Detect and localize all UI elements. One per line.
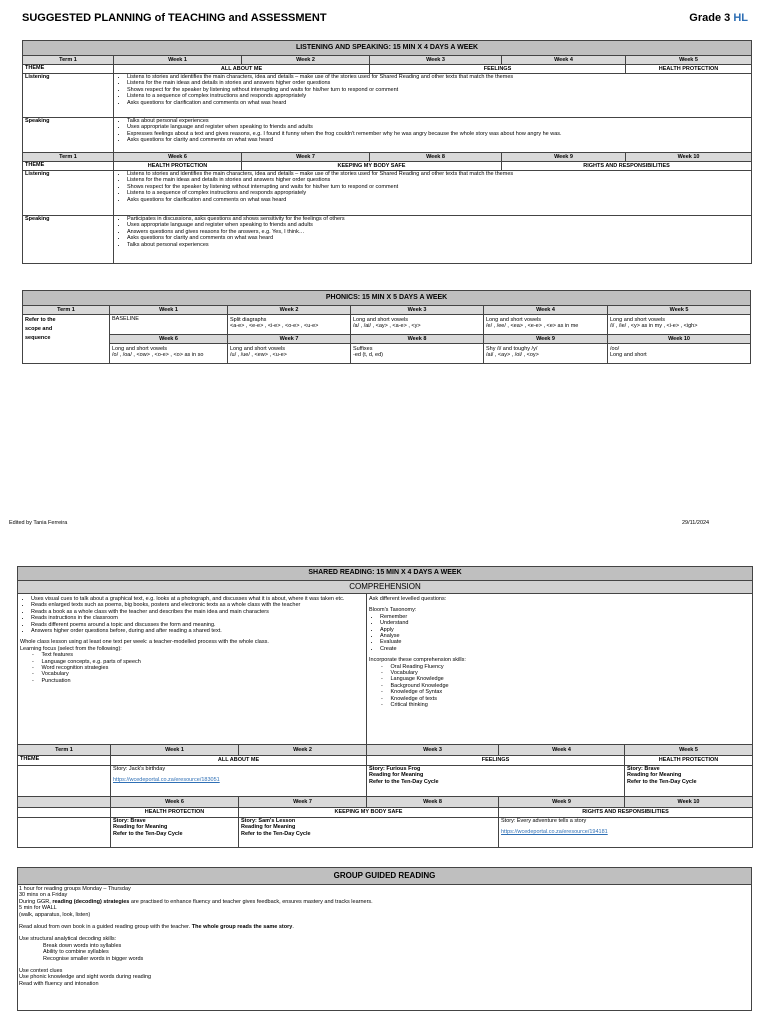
ph-cell-7: Long and short vowels /u/ , /ue/ , <ew> , <u-e> <box>228 344 351 364</box>
ph-refer-line-3: sequence <box>25 335 51 341</box>
ls-week-9: Week 9 <box>502 153 626 162</box>
ls-theme-5: KEEPING MY BODY SAFE <box>242 162 502 171</box>
list-item: - Vocabulary <box>381 670 418 677</box>
page-header <box>22 12 748 26</box>
ggr-line: Read with fluency and intonation <box>19 980 99 987</box>
ph-week-5: Week 5 <box>608 306 751 315</box>
list-item: • Listens for the main ideas and details in stories and answers higher order questions <box>127 177 749 183</box>
ggr-line: Use structural analytical decoding skills: <box>19 936 117 943</box>
ph-cell-9: Shy /i/ and toughy /y/ /ai/ , <ay> , /oi/ , <oy> <box>484 344 608 364</box>
ls-week-1: Week 1 <box>114 56 242 65</box>
sr-bloom-heading: Bloom's Taxonomy: <box>369 607 417 614</box>
list-item: • Talks about personal experiences <box>127 242 749 248</box>
sr-week-2: Week 2 <box>239 745 367 756</box>
edit-date: 29/11/2024 <box>682 520 710 526</box>
ls-theme-label-2: THEME <box>23 162 114 171</box>
ggr-line: 30 mins on a Friday <box>19 892 68 899</box>
ph-week-2: Week 2 <box>228 306 351 315</box>
ph-cell-2: Split diagraphs <a-e> , <e-e> , <i-e> , <o-e> , <u-e> <box>228 315 351 335</box>
list-item: - Word recognition strategies <box>32 665 109 672</box>
sr-title: SHARED READING: 15 MIN X 4 DAYS A WEEK <box>18 567 753 581</box>
ls-week-3: Week 3 <box>370 56 502 65</box>
sr-story-cell-6 <box>499 818 753 848</box>
ph-cell-5: Long and short vowels /i/ , /ie/ , <y> as in my , <i-e> , <igh> <box>608 315 751 335</box>
list-item: • Listens to stories and identifies the main characters, idea and details – make use of the stories used for Shared Reading and other texts that match the themes <box>127 171 749 177</box>
sr-subtitle: COMPREHENSION <box>18 581 753 594</box>
list-item: • Shows respect for the speaker by listening without interrupting and waits for his/her turn to respond or comment <box>127 87 749 93</box>
list-item: • Analyse <box>380 633 750 639</box>
sr-theme-label: THEME <box>18 756 111 766</box>
ggr-line: During GGR, reading (decoding) strategies are practised to enhance fluency and teacher gives feedback, ensures mastery and tracks learners. <box>19 898 373 905</box>
ggr-line: (walk, apparatus, look, listen) <box>19 911 91 918</box>
ggr-body <box>18 885 751 988</box>
sr-week-5: Week 5 <box>625 745 753 756</box>
sr-ask-heading: Ask different levelled questions: <box>369 596 447 602</box>
ls-listening-cell-2 <box>114 171 752 216</box>
sr-story-cell-3: Story: Brave Reading for Meaning Refer to the Ten-Day Cycle <box>625 766 753 797</box>
sr-term: Term 1 <box>18 745 111 756</box>
list-item: • Remember <box>380 614 750 620</box>
sr-week-7: Week 7 <box>239 797 367 808</box>
ph-week-4: Week 4 <box>484 306 608 315</box>
list-item: • Reads instructions in the classroom <box>31 615 364 621</box>
ls-week-7: Week 7 <box>242 153 370 162</box>
list-item: • Uses visual cues to talk about a graphical text, e.g. looks at a photograph, and discusses what it is about, where it was taken etc. <box>31 596 364 602</box>
ph-term: Term 1 <box>23 306 110 315</box>
list-item: • Listens for the main ideas and details in stories and answers higher order questions <box>127 80 749 86</box>
ph-week-3: Week 3 <box>351 306 484 315</box>
ls-week-4: Week 4 <box>502 56 626 65</box>
ls-week-2: Week 2 <box>242 56 370 65</box>
ls-theme-2: FEELINGS <box>370 65 626 74</box>
ph-week-10: Week 10 <box>608 335 751 344</box>
ph-cell-6: Long and short vowels /o/ , /oa/ , <ow> , <o-e> , <o> as in so <box>110 344 228 364</box>
list-item: Ability to combine syllables <box>43 949 109 956</box>
sr-theme-1: ALL ABOUT ME <box>111 756 367 766</box>
list-item: • Listens to a sequence of complex instructions and responds appropriately <box>127 190 749 196</box>
ph-refer-line-1: Refer to the <box>25 317 56 323</box>
ls-speaking-label: Speaking <box>23 118 114 153</box>
list-item: • Reads different poems around a topic and discusses the form and meaning. <box>31 622 364 628</box>
shared-reading-table <box>17 566 753 848</box>
ls-term-2: Term 1 <box>23 153 114 162</box>
ls-theme-label: THEME <box>23 65 114 74</box>
ls-week-5: Week 5 <box>626 56 752 65</box>
list-item: - Critical thinking <box>381 702 428 709</box>
sr-theme-6: RIGHTS AND RESPONSIBILITIES <box>499 808 753 818</box>
list-item: • Listens to stories and identifies the main characters, idea and details – make use of the stories used for Shared Reading and other texts that match the themes <box>127 74 749 80</box>
ph-week-7: Week 7 <box>228 335 351 344</box>
grade-label <box>689 12 748 24</box>
listening-speaking-table <box>22 40 752 264</box>
sr-whole-class: Whole class lesson using at least one text per week: a teacher-modelled process with the whole class. <box>20 639 269 646</box>
list-item: • Evaluate <box>380 639 750 645</box>
ls-listening-cell <box>114 74 752 118</box>
ph-cell-1-title: BASELINE <box>112 316 139 322</box>
sr-theme-5: KEEPING MY BODY SAFE <box>239 808 499 818</box>
sr-focus: Learning focus (select from the following): <box>20 645 122 652</box>
list-item: Break down words into syllables <box>43 942 122 949</box>
ph-week-9: Week 9 <box>484 335 608 344</box>
ls-listening-label-2: Listening <box>23 171 114 216</box>
ph-refer-cell <box>23 315 110 364</box>
sr-theme-2: FEELINGS <box>367 756 625 766</box>
page-title: SUGGESTED PLANNING of TEACHING and ASSESSMENT <box>22 12 327 24</box>
list-item: • Reads enlarged texts such as poems, big books, posters and electronic texts as a whole class with the teacher <box>31 602 364 608</box>
ggr-line: 5 min for WALL <box>19 905 57 912</box>
list-item: • Asks questions for clarification and comments on what was heard <box>127 197 749 203</box>
sr-story-cell-4: Story: Brave Reading for Meaning Refer to the Ten-Day Cycle <box>111 818 239 848</box>
sr-week-10: Week 10 <box>625 797 753 808</box>
list-item: - Vocabulary <box>32 671 69 678</box>
ls-term: Term 1 <box>23 56 114 65</box>
ph-week-8: Week 8 <box>351 335 484 344</box>
list-item: - Punctuation <box>32 677 71 684</box>
ggr-line: Use phonic knowledge and sight words during reading <box>19 974 152 981</box>
list-item: • Asks questions for clarification and comments on what was heard <box>127 100 749 106</box>
ph-cell-8: Suffixes -ed (t, d, ed) <box>351 344 484 364</box>
grade-prefix: Grade 3 <box>689 12 731 24</box>
ls-theme-1: ALL ABOUT ME <box>114 65 370 74</box>
sr-right-cell <box>367 594 753 745</box>
list-item: • Shows respect for the speaker by listening without interrupting and waits for his/her turn to respond or comment <box>127 184 749 190</box>
sr-link-1[interactable]: https://wcedeportal.co.za/eresource/183051 <box>113 777 220 784</box>
phonics-table <box>22 290 751 364</box>
list-item: - Text features <box>32 652 73 659</box>
list-item: • Create <box>380 646 750 652</box>
list-item: Recognise smaller words in bigger words <box>43 955 144 962</box>
list-item: - Knowledge of texts <box>381 695 437 702</box>
sr-week-8: Week 8 <box>367 797 499 808</box>
sr-week-4: Week 4 <box>499 745 625 756</box>
list-item: - Language Knowledge <box>381 676 444 683</box>
sr-link-6[interactable]: https://wcedeportal.co.za/eresource/194181 <box>501 829 608 836</box>
sr-week-1: Week 1 <box>111 745 239 756</box>
ph-refer-line-2: scope and <box>25 326 53 332</box>
ls-theme-3: HEALTH PROTECTION <box>626 65 752 74</box>
list-item: • Uses appropriate language and register when speaking to friends and adults <box>127 124 749 130</box>
list-item: • Understand <box>380 620 750 626</box>
list-item: • Answers questions and gives reasons for the answers, e.g. Yes, I think… <box>127 229 749 235</box>
sr-skills-heading: Incorporate these comprehension skills: <box>369 657 466 664</box>
sr-week-6: Week 6 <box>111 797 239 808</box>
ls-week-10: Week 10 <box>626 153 752 162</box>
list-item: - Language concepts, e.g. parts of speech <box>32 658 141 665</box>
ph-cell-10: /oo/ Long and short <box>608 344 751 364</box>
sr-week-9: Week 9 <box>499 797 625 808</box>
ls-title: LISTENING AND SPEAKING: 15 MIN X 4 DAYS A WEEK <box>23 41 752 56</box>
sr-story-cell-5: Story: Sam's Lesson Reading for Meaning Refer to the Ten-Day Cycle <box>239 818 499 848</box>
sr-story-6: Story: Every adventure tells a story <box>501 818 587 824</box>
ls-theme-6: RIGHTS AND RESPONSIBILITIES <box>502 162 752 171</box>
ggr-line: Use context clues <box>19 968 63 975</box>
grade-suffix: HL <box>733 12 748 24</box>
list-item: • Uses appropriate language and register when speaking to friends and adults <box>127 222 749 228</box>
ls-listening-label: Listening <box>23 74 114 118</box>
ls-theme-4: HEALTH PROTECTION <box>114 162 242 171</box>
list-item: - Background Knowledge <box>381 682 449 689</box>
ph-cell-3: Long and short vowels /a/ , /ai/ , <ay> , <a-e> , <y> <box>351 315 484 335</box>
ls-week-6: Week 6 <box>114 153 242 162</box>
sr-story-cell-1 <box>111 766 367 797</box>
list-item: • Participates in discussions, asks questions and shows sensitivity for the feelings of others <box>127 216 749 222</box>
sr-theme-4: HEALTH PROTECTION <box>111 808 239 818</box>
ggr-line: Read aloud from own book in a guided reading group with the teacher. The whole group reads the same story. <box>19 924 294 931</box>
ls-week-8: Week 8 <box>370 153 502 162</box>
list-item: • Asks questions for clarity and comments on what was heard <box>127 235 749 241</box>
list-item: - Oral Reading Fluency <box>381 663 444 670</box>
ls-speaking-cell <box>114 118 752 153</box>
list-item: • Listens to a sequence of complex instructions and responds appropriately <box>127 93 749 99</box>
ls-speaking-label-2: Speaking <box>23 216 114 264</box>
ggr-line: 1 hour for reading groups Monday – Thursday <box>19 886 131 892</box>
sr-theme-3: HEALTH PROTECTION <box>625 756 753 766</box>
ph-cell-1 <box>110 315 228 335</box>
ph-cell-4: Long and short vowels /e/ , /ee/ , <ea> , <e-e> , <e> as in me <box>484 315 608 335</box>
sr-left-cell <box>18 594 367 745</box>
editor-credit: Edited by Tania Ferreira <box>9 520 68 526</box>
sr-week-3: Week 3 <box>367 745 499 756</box>
phonics-title: PHONICS: 15 MIN X 5 DAYS A WEEK <box>23 291 751 306</box>
ph-week-1: Week 1 <box>110 306 228 315</box>
list-item: • Expresses feelings about a text and gives reasons, e.g. I found it funny when the frog couldn't remember why he was angry because the whole story was about how angry he was. <box>127 131 749 137</box>
ggr-title: GROUP GUIDED READING <box>18 868 751 885</box>
list-item: • Talks about personal experiences <box>127 118 749 124</box>
list-item: • Answers higher order questions before, during and after reading a shared text. <box>31 628 364 634</box>
sr-story-1: Story: Jack's birthday <box>113 766 166 772</box>
ph-week-6: Week 6 <box>110 335 228 344</box>
sr-story-cell-2: Story: Furious Frog Reading for Meaning Refer to the Ten-Day Cycle <box>367 766 625 797</box>
list-item: • Apply <box>380 627 750 633</box>
list-item: - Knowledge of Syntax <box>381 689 443 696</box>
list-item: • Reads a book as a whole class with the teacher and describes the main idea and main characters <box>31 609 364 615</box>
ls-speaking-cell-2 <box>114 216 752 264</box>
list-item: • Asks questions for clarity and comments on what was heard <box>127 137 749 143</box>
group-guided-reading-box <box>17 867 752 1011</box>
